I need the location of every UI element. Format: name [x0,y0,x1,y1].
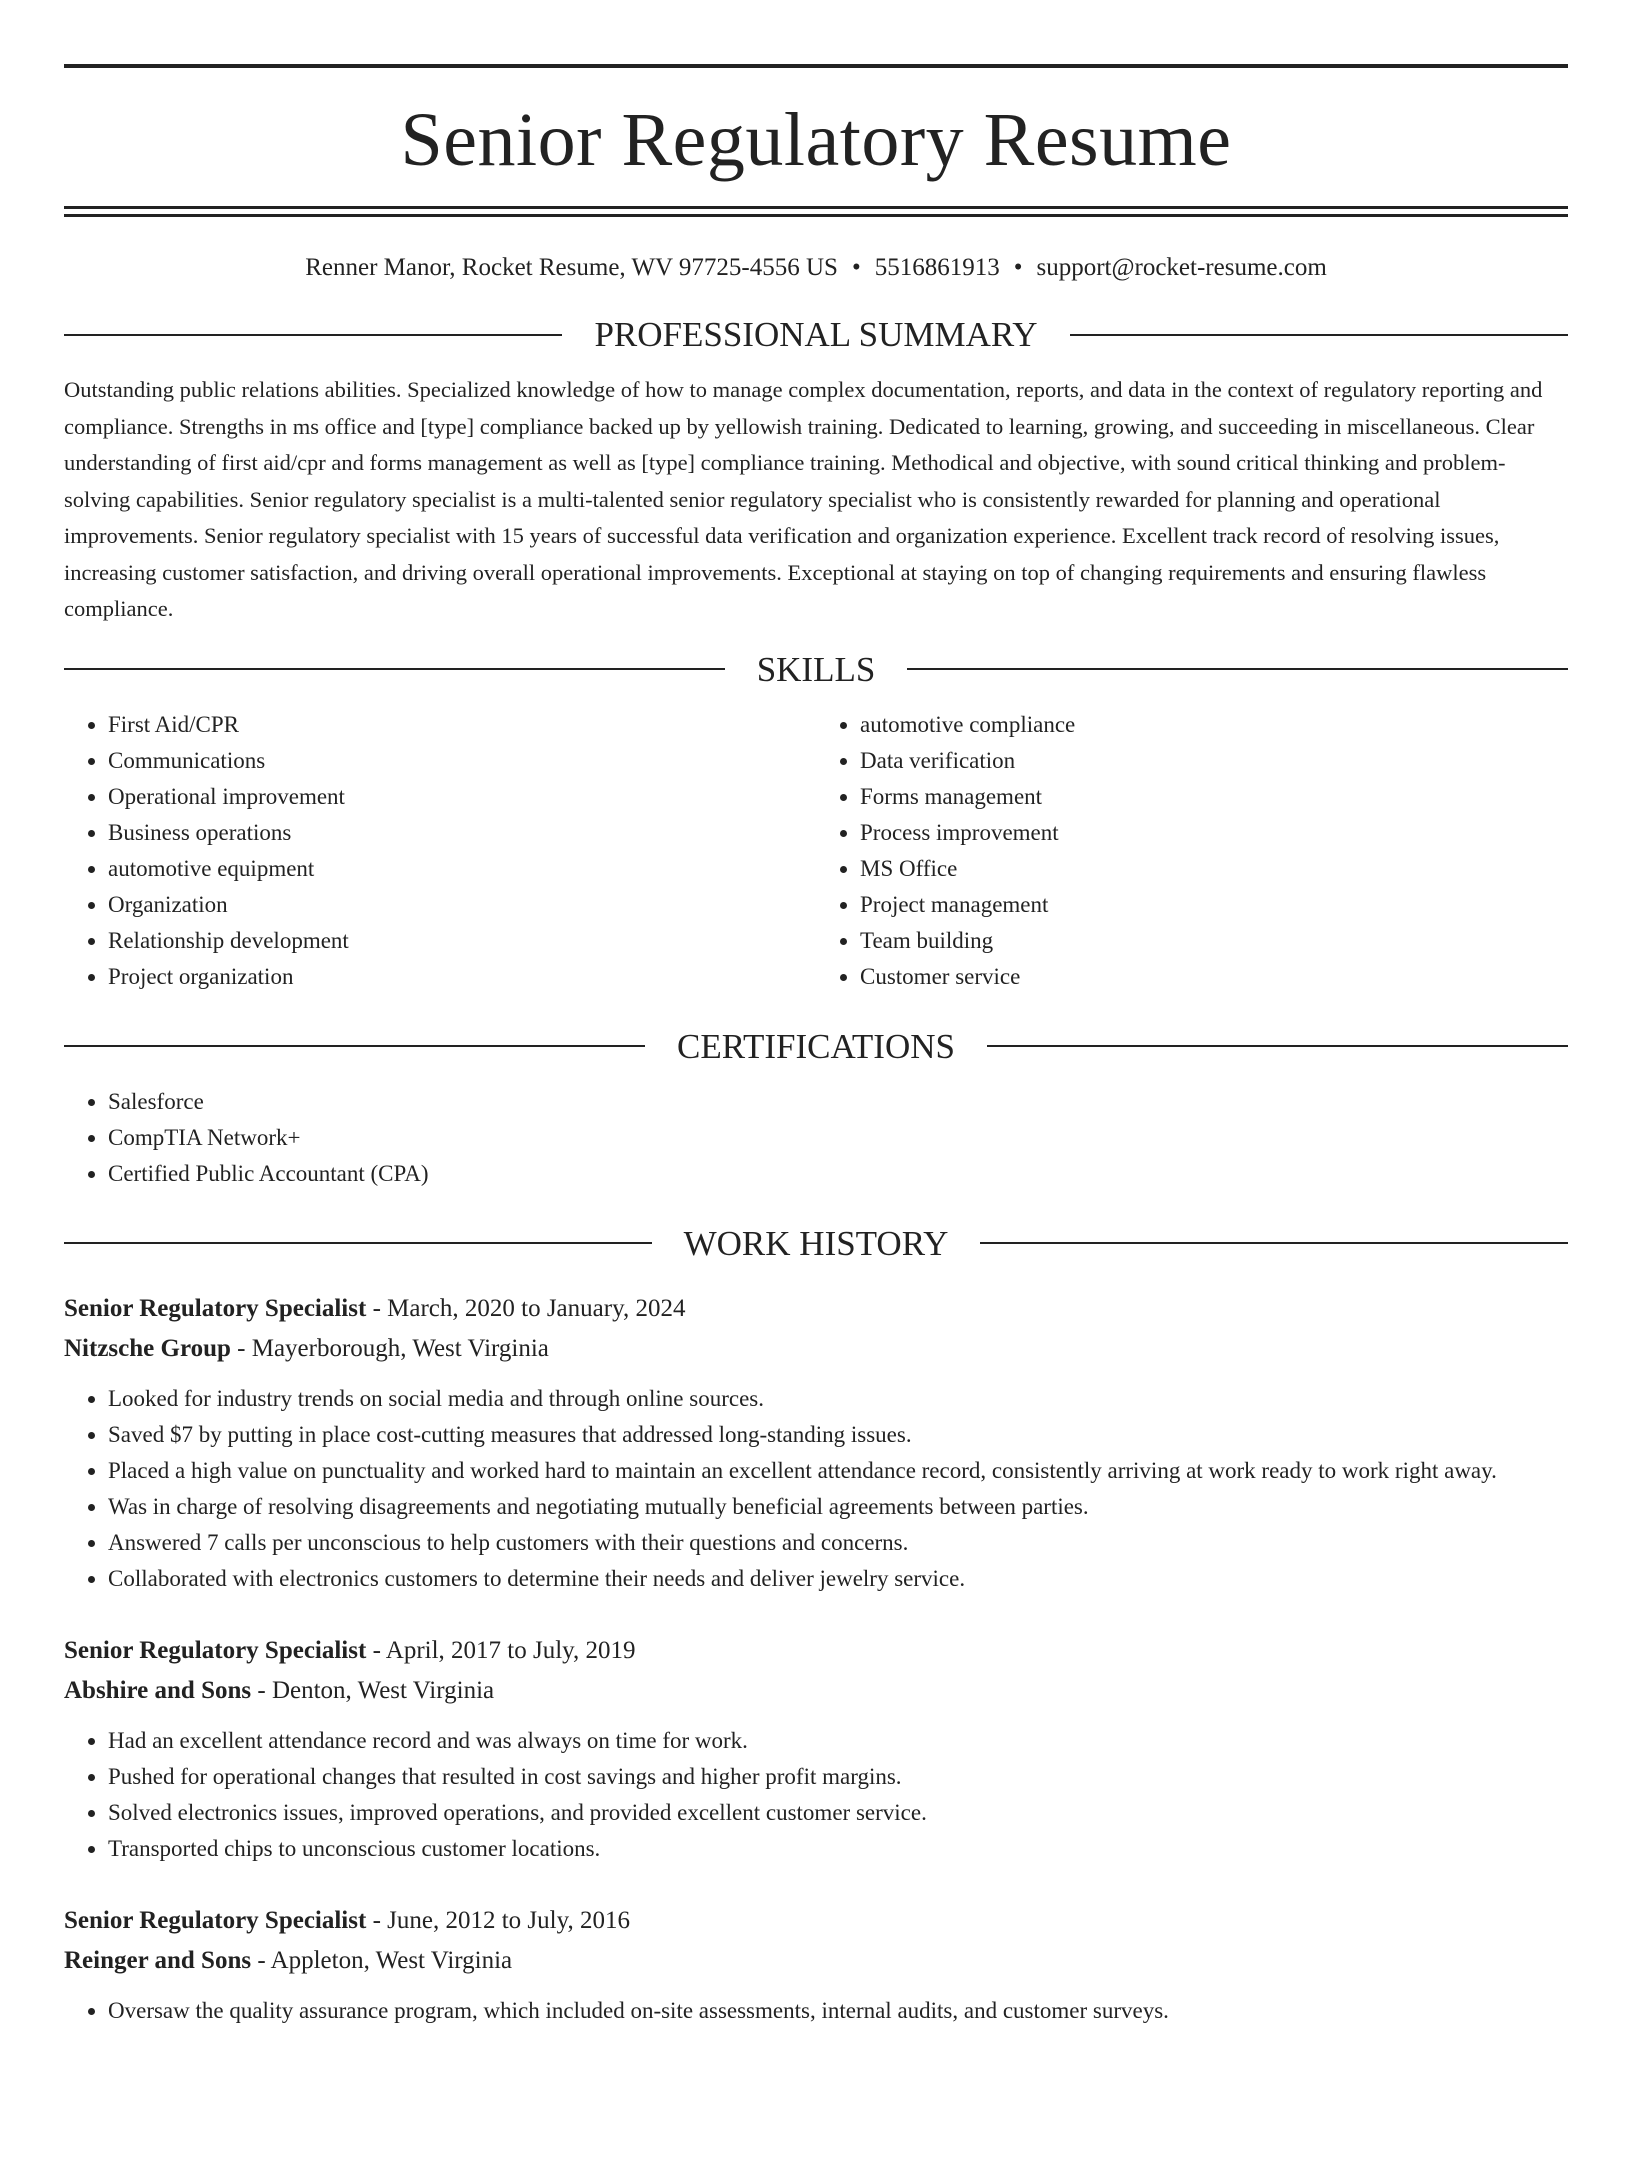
skill-item: • Project organization [108,959,816,995]
job-entry [64,1631,1568,1867]
job-entry [64,1289,1568,1597]
skill-item: • Forms management [860,779,1568,815]
heading-rule-right [1070,334,1568,336]
skill-item: • Process improvement [860,815,1568,851]
job-bullet: • Oversaw the quality assurance program, which included on-site assessments, internal audits, and customer surveys. [108,1993,1568,2029]
skill-item: • MS Office [860,851,1568,887]
job-bullet: • Pushed for operational changes that resulted in cost savings and higher profit margins. [108,1759,1568,1795]
job-title-line [64,1289,1568,1329]
contact-email: support@rocket-resume.com [1036,254,1327,281]
heading-rule-right [907,668,1568,670]
job-location: - Appleton, West Virginia [251,1946,513,1974]
skills-column-right [816,707,1568,995]
skill-item: • Communications [108,743,816,779]
heading-rule-left [64,1242,652,1244]
heading-rule-left [64,334,562,336]
top-rule [64,64,1568,68]
certification-item: • Salesforce [108,1084,1568,1120]
job-company: Abshire and Sons [64,1676,252,1704]
job-bullet: • Transported chips to unconscious customer locations. [108,1831,1568,1867]
job-bullets [64,1723,1568,1867]
job-company-line [64,1671,1568,1711]
summary-heading [64,317,1568,352]
certifications-list [64,1084,1568,1192]
contact-line [64,253,1568,283]
job-company: Nitzsche Group [64,1334,231,1362]
job-title-line [64,1901,1568,1941]
heading-rule-left [64,1045,645,1047]
job-bullets [64,1993,1568,2029]
skill-item: • Project management [860,887,1568,923]
work-history-heading [64,1223,1568,1263]
heading-rule-right [980,1242,1568,1244]
job-title-line [64,1631,1568,1671]
job-bullet: • Solved electronics issues, improved operations, and provided excellent customer service. [108,1795,1568,1831]
skill-item: • Operational improvement [108,779,816,815]
title-double-rule [64,206,1568,217]
job-title: Senior Regulatory Specialist [64,1636,367,1664]
resume-page [0,64,1632,2176]
job-location: - Mayerborough, West Virginia [230,1334,549,1362]
certification-item: • Certified Public Accountant (CPA) [108,1156,1568,1192]
skills-heading-label: SKILLS [756,649,876,689]
job-bullet: • Had an excellent attendance record and was always on time for work. [108,1723,1568,1759]
heading-rule-right [987,1045,1568,1047]
contact-separator: • [1013,254,1023,281]
contact-separator: • [851,254,861,281]
job-title: Senior Regulatory Specialist [64,1906,367,1934]
job-company-line [64,1941,1568,1981]
contact-address: Renner Manor, Rocket Resume, WV 97725-4556 US [305,254,838,281]
job-dates: - March, 2020 to January, 2024 [366,1294,686,1322]
skill-item: • automotive equipment [108,851,816,887]
summary-text: Outstanding public relations abilities. Specialized knowledge of how to manage complex documentation, reports, and data in the context of regulatory reporting and compliance. Strengths in ms office and [type] compliance backed up by yellowish training. Dedicated to learning, growing, and succeeding in miscellaneous. Clear understanding of first aid/cpr and forms management as well as [type] compliance training. Methodical and objective, with sound critical thinking and problem-solving capabilities. Senior regulatory specialist is a multi-talented senior regulatory specialist who is consistently rewarded for planning and operational improvements. Senior regulatory specialist with 15 years of successful data verification and organization experience. Excellent track record of resolving issues, increasing customer satisfaction, and driving overall operational improvements. Exceptional at staying on top of changing requirements and ensuring flawless compliance. [64,377,1543,621]
job-bullet: • Placed a high value on punctuality and worked hard to maintain an excellent attendance record, consistently arriving at work ready to work right away. [108,1453,1568,1489]
job-bullet: • Looked for industry trends on social media and through online sources. [108,1381,1568,1417]
summary-heading-label: PROFESSIONAL SUMMARY [594,315,1038,354]
skill-item: • First Aid/CPR [108,707,816,743]
contact-phone: 5516861913 [874,254,1000,281]
skill-item: • Customer service [860,959,1568,995]
certification-item: • CompTIA Network+ [108,1120,1568,1156]
job-dates: - June, 2012 to July, 2016 [366,1906,630,1934]
skills-columns [64,707,1568,995]
skill-item: • Team building [860,923,1568,959]
job-bullet: • Collaborated with electronics customers to determine their needs and deliver jewelry service. [108,1561,1568,1597]
skill-item: • Data verification [860,743,1568,779]
certifications-heading [64,1026,1568,1066]
job-bullet: • Answered 7 calls per unconscious to help customers with their questions and concerns. [108,1525,1568,1561]
skills-column-left [64,707,816,995]
job-entry [64,1901,1568,2029]
heading-rule-left [64,668,725,670]
job-bullets [64,1381,1568,1597]
job-company-line [64,1329,1568,1369]
skill-item: • Business operations [108,815,816,851]
work-history-heading-label: WORK HISTORY [683,1223,949,1263]
job-title: Senior Regulatory Specialist [64,1294,367,1322]
skills-list-left [64,707,816,995]
page-title: Senior Regulatory Resume [400,98,1232,182]
job-company: Reinger and Sons [64,1946,252,1974]
skills-heading [64,649,1568,689]
certifications-heading-label: CERTIFICATIONS [677,1026,955,1066]
job-bullet: • Was in charge of resolving disagreements and negotiating mutually beneficial agreements between parties. [108,1489,1568,1525]
job-location: - Denton, West Virginia [251,1676,495,1704]
skills-list-right [816,707,1568,995]
skill-item: • Organization [108,887,816,923]
job-bullet: • Saved $7 by putting in place cost-cutting measures that addressed long-standing issues. [108,1417,1568,1453]
skill-item: • automotive compliance [860,707,1568,743]
job-dates: - April, 2017 to July, 2019 [366,1636,636,1664]
skill-item: • Relationship development [108,923,816,959]
